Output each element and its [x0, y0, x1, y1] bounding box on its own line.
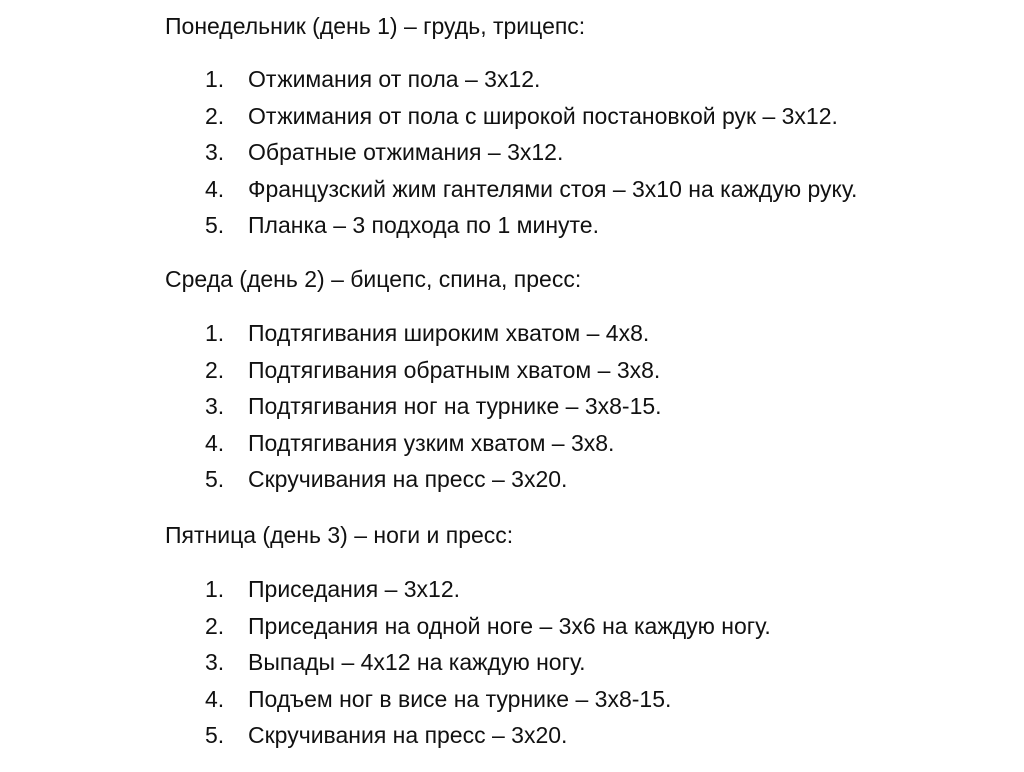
- list-item-number: 2.: [205, 612, 225, 639]
- list-item-text: Планка – 3 подхода по 1 минуте.: [248, 212, 599, 238]
- list-item-number: 5.: [205, 212, 225, 238]
- list-item-number: 2.: [205, 102, 225, 129]
- list-item-text: Подъем ног в висе на турнике – 3х8-15.: [248, 685, 672, 712]
- list-item-text: Отжимания от пола с широкой постановкой рук – 3х12.: [248, 102, 838, 129]
- list-item-text: Подтягивания узким хватом – 3х8.: [248, 429, 615, 456]
- list-item-number: 3.: [205, 393, 225, 419]
- list-item-number: 1.: [205, 576, 225, 602]
- list-item-text: Скручивания на пресс – 3х20.: [248, 466, 568, 492]
- list-item-number: 4.: [205, 685, 225, 712]
- list-item-text: Обратные отжимания – 3х12.: [248, 139, 564, 165]
- list-item-text: Французский жим гантелями стоя – 3х10 на каждую руку.: [248, 175, 858, 202]
- list-item-text: Приседания на одной ноге – 3х6 на каждую ногу.: [248, 612, 771, 639]
- list-item-text: Скручивания на пресс – 3х20.: [248, 722, 568, 748]
- list-item-number: 5.: [205, 466, 225, 492]
- day-1-heading: Понедельник (день 1) – грудь, трицепс:: [165, 13, 586, 39]
- day-2-heading: Среда (день 2) – бицепс, спина, пресс:: [165, 266, 582, 292]
- list-item-text: Подтягивания широким хватом – 4х8.: [248, 320, 650, 346]
- list-item-number: 3.: [205, 649, 225, 675]
- list-item-number: 1.: [205, 66, 225, 92]
- list-item-text: Выпады – 4х12 на каждую ногу.: [248, 649, 586, 675]
- list-item-number: 2.: [205, 356, 225, 383]
- list-item-text: Приседания – 3х12.: [248, 576, 461, 602]
- list-item-number: 4.: [205, 429, 225, 456]
- list-item-text: Отжимания от пола – 3х12.: [248, 66, 541, 92]
- list-item-text: Подтягивания ног на турнике – 3х8-15.: [248, 393, 662, 419]
- list-item-number: 1.: [205, 320, 225, 346]
- list-item-number: 5.: [205, 722, 225, 748]
- day-3-heading: Пятница (день 3) – ноги и пресс:: [165, 522, 514, 548]
- list-item-number: 4.: [205, 175, 225, 202]
- list-item-text: Подтягивания обратным хватом – 3х8.: [248, 356, 661, 383]
- list-item-number: 3.: [205, 139, 225, 165]
